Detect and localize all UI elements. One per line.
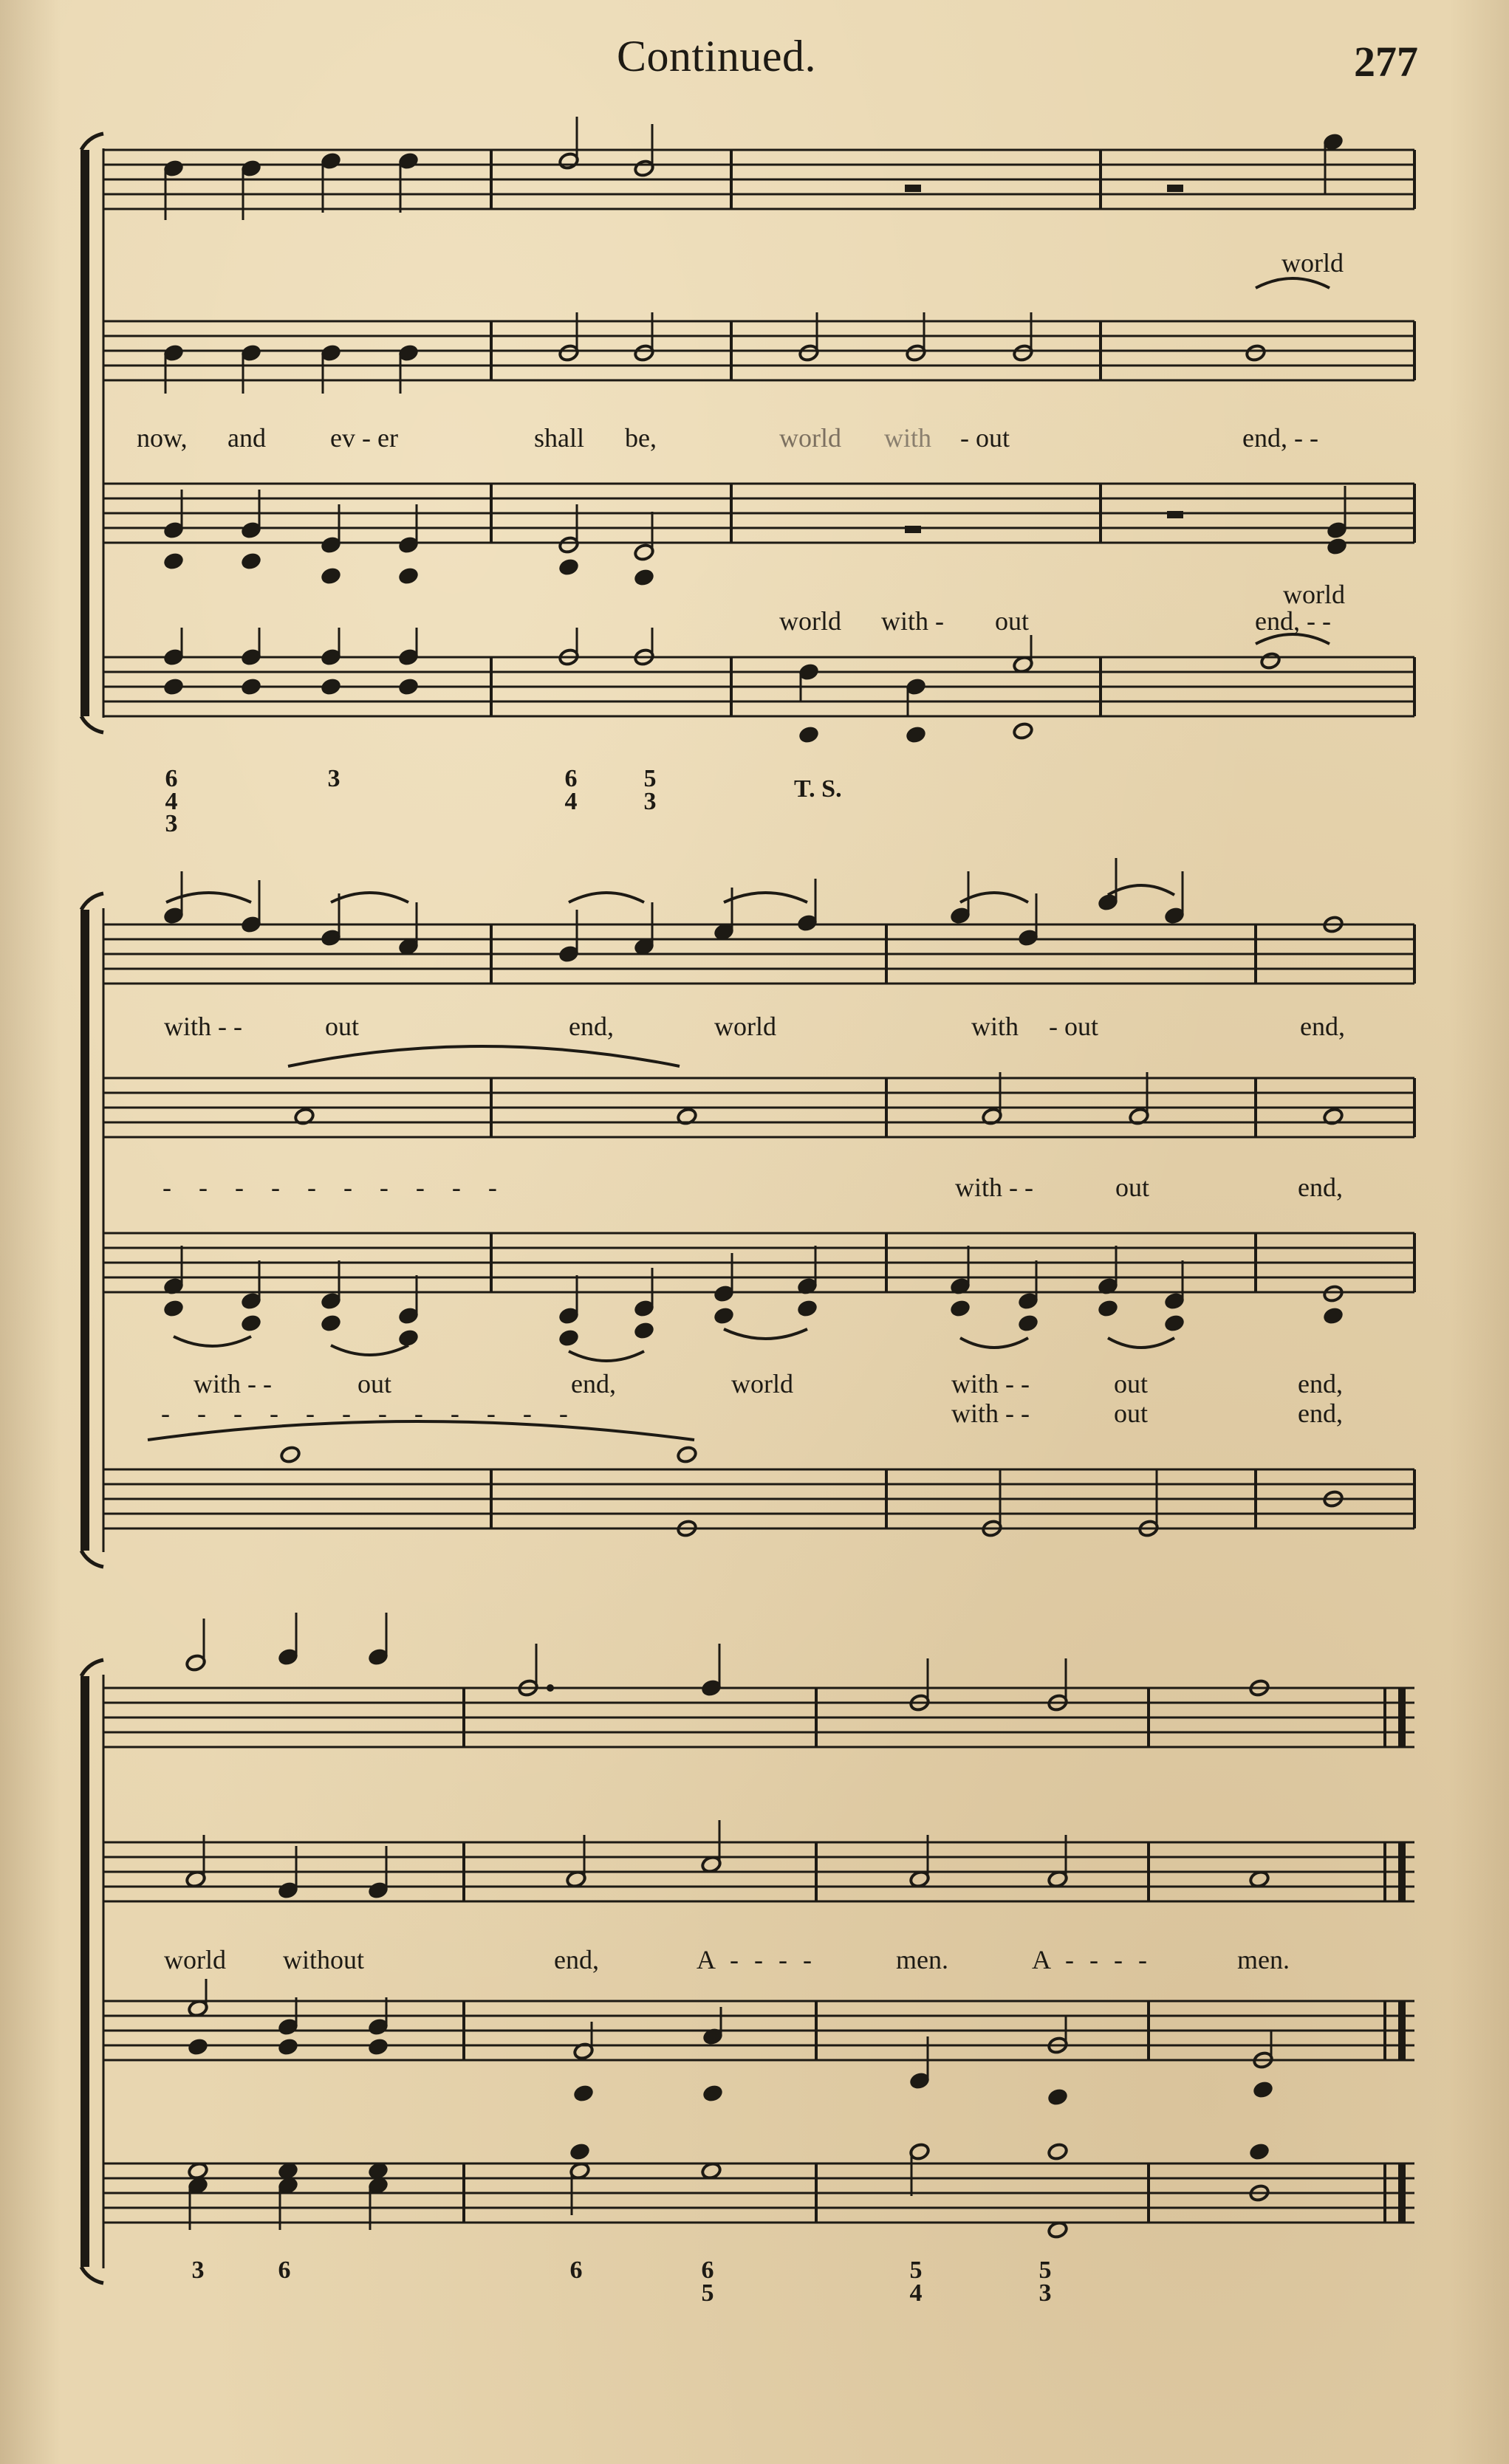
figure-s1-2: 3 (327, 765, 341, 792)
s3-st3-lower5 (702, 2084, 724, 2102)
figure-s3-3: 6 (569, 2257, 583, 2284)
s2-st3-lower10 (1018, 1314, 1039, 1332)
s2-st3-lower12 (1164, 1314, 1185, 1332)
lyric-s1-v2-end: end, - - (1242, 423, 1318, 453)
s2-st3-lower4 (398, 1328, 420, 1347)
s1-st1-rest1 (905, 185, 921, 192)
lyric-s2-v4-end: end, (1298, 1399, 1343, 1428)
lyric-s1-v3-world-right: world (1283, 580, 1345, 609)
lyric-s3-v2-amen1: A - - - - (697, 1945, 816, 1974)
lyric-s1-v2-and: and (227, 423, 266, 453)
figure-s3-2: 6 (278, 2257, 291, 2284)
s3-st3-lower4 (573, 2084, 595, 2102)
s3-st3-lower7 (1047, 2087, 1069, 2106)
lyric-s2-v1-end: end, (569, 1012, 614, 1041)
figure-s3-5: 5 4 (909, 2257, 923, 2307)
s3-st3-lower8 (1253, 2080, 1274, 2098)
s2-st1-slur6 (1108, 885, 1174, 895)
s3-bracket-top (81, 1660, 103, 1676)
s2-st1-slur2 (331, 893, 408, 902)
s3-st3-lower2 (278, 2037, 299, 2056)
s1-st3-lower6 (634, 568, 655, 586)
lyric-s2-v2-end: end, (1298, 1173, 1343, 1202)
s1-st1-rest2 (1167, 185, 1183, 192)
lyric-s3-v2-end: end, (554, 1945, 599, 1974)
s2-st3-lower11 (1098, 1299, 1119, 1317)
s2-st4-note1 (280, 1445, 301, 1463)
s3-st4-upper4 (569, 2142, 591, 2161)
lyric-s1-v2-shall: shall (534, 423, 584, 453)
s3-st3-lower1 (188, 2037, 209, 2056)
lyric-s2-v4-out: out (1114, 1399, 1149, 1428)
s3-bracket-bottom (81, 2267, 103, 2283)
lyric-s2-v3-end2: end, (1298, 1369, 1343, 1399)
s2-st1-slur4 (724, 893, 807, 902)
s3-st4-upper8 (1249, 2142, 1270, 2161)
s1-st3-lower3 (321, 566, 342, 585)
s1-st3-lower2 (241, 552, 262, 570)
lyric-s3-v2-world: world (164, 1945, 226, 1974)
s2-st1-slur1 (166, 893, 251, 902)
lyric-s1-v3-with: with - (881, 606, 944, 636)
lyric-s2-v3-out2: out (1114, 1369, 1149, 1399)
lyric-s2-v3-world: world (731, 1369, 793, 1399)
s1-st3-lower5 (558, 557, 580, 576)
s2-st4-note2 (677, 1445, 698, 1463)
figure-s3-1: 3 (191, 2257, 205, 2284)
s2-st3-slur2 (331, 1345, 408, 1355)
s1-st3-lower7 (1327, 537, 1348, 555)
s1-bracket-bottom (81, 716, 103, 732)
figure-s1-3: 6 4 (564, 765, 578, 815)
s2-st3-slur3 (569, 1351, 644, 1361)
s1-st3-lower4 (398, 566, 420, 585)
lyric-s2-v1-end2: end, (1300, 1012, 1345, 1041)
s2-st3-lower7 (714, 1306, 735, 1325)
lyric-s2-v3-out: out (357, 1369, 392, 1399)
lyric-s2-v2-with: with - - (955, 1173, 1033, 1202)
lyric-s2-v1-with2: with (971, 1012, 1019, 1041)
page-number: 277 (1354, 38, 1418, 86)
lyric-s2-v1-out: out (325, 1012, 360, 1041)
lyric-s3-v2-men2: men. (1237, 1945, 1290, 1974)
s2-st3-lower13 (1323, 1306, 1344, 1325)
s1-st4-lower1 (163, 677, 185, 696)
s2-st3-slur1 (174, 1336, 251, 1346)
s2-st1-slur3 (569, 893, 644, 902)
s2-bracket-top (81, 893, 103, 910)
lyric-s1-v2-now: now, (137, 423, 188, 453)
lyric-s2-v4-with: with - - (951, 1399, 1030, 1428)
lyric-s2-v3-with: with - - (194, 1369, 272, 1399)
s3-st1-dot (547, 1684, 554, 1692)
s1-st4-lower7 (798, 725, 820, 744)
s2-st3-lower5 (558, 1328, 580, 1347)
s2-st1-slur5 (960, 893, 1028, 902)
lyric-s2-v4-dashes: - - - - - - - - - - - - (161, 1399, 578, 1428)
s1-st1-slur (1256, 278, 1330, 288)
s1-st4-lower8 (906, 725, 927, 744)
s1-st2-note10 (1245, 343, 1267, 362)
s1-st4-lower4 (398, 677, 420, 696)
lyric-s1-v1-world: world (1282, 248, 1344, 278)
s1-st4-lower2 (241, 677, 262, 696)
lyric-s1-v2-out: - out (960, 423, 1010, 453)
s2-st3-slur5 (960, 1338, 1028, 1348)
page-title: Continued. (617, 32, 816, 80)
figure-s3-6: 5 3 (1038, 2257, 1052, 2307)
lyric-s3-v2-amen2: A - - - - (1032, 1945, 1152, 1974)
s2-bracket-bottom (81, 1551, 103, 1567)
lyric-s2-v3-with2: with - - (951, 1369, 1030, 1399)
lyric-s3-v2-without: without (283, 1945, 365, 1974)
figure-s1-1: 6 4 3 (165, 765, 178, 838)
s2-st3-lower1 (163, 1299, 185, 1317)
s2-st3-lower3 (321, 1314, 342, 1332)
lyric-s2-v1-out2: - out (1049, 1012, 1098, 1041)
lyric-s2-v3-end: end, (571, 1369, 616, 1399)
lyric-s2-v2-dashes: - - - - - - - - - - (162, 1173, 507, 1202)
lyric-s1-v3-end: end, - - (1255, 606, 1331, 636)
lyric-s1-v2-world: world (779, 423, 841, 453)
lyric-s1-v2-be: be, (625, 423, 657, 453)
s2-st3-upper13 (1323, 1284, 1344, 1303)
s2-st3-lower8 (797, 1299, 818, 1317)
s1-bracket-top (81, 134, 103, 150)
s3-st3-lower3 (368, 2037, 389, 2056)
tasto-solo-mark: T. S. (794, 775, 842, 803)
lyric-s1-v3-out: out (995, 606, 1030, 636)
lyric-s2-v1-with: with - - (164, 1012, 242, 1041)
lyric-s1-v3-world: world (779, 606, 841, 636)
lyric-s1-v2-with: with (884, 423, 932, 453)
s1-st3-rest1 (905, 526, 921, 533)
s2-st2-tie (288, 1046, 680, 1066)
s1-st3-lower1 (163, 552, 185, 570)
s2-st3-slur4 (724, 1329, 807, 1339)
figure-s3-4: 6 5 (701, 2257, 714, 2307)
lyric-s3-v2-men1: men. (896, 1945, 948, 1974)
s2-st3-lower6 (634, 1321, 655, 1339)
figure-s1-4: 5 3 (643, 765, 657, 815)
lyric-s2-v1-world: world (714, 1012, 776, 1041)
s3-st4-upper7 (1047, 2142, 1069, 2161)
s2-st3-lower2 (241, 1314, 262, 1332)
s1-st4-note10 (1260, 651, 1282, 670)
s1-st4-lower9 (1013, 721, 1034, 740)
s2-st3-lower9 (950, 1299, 971, 1317)
lyric-s1-v2-ever: ev - er (330, 423, 398, 453)
lyric-s2-v2-out: out (1115, 1173, 1150, 1202)
s1-st3-rest2 (1167, 511, 1183, 518)
s1-st4-lower3 (321, 677, 342, 696)
s2-st3-slur6 (1108, 1338, 1174, 1348)
